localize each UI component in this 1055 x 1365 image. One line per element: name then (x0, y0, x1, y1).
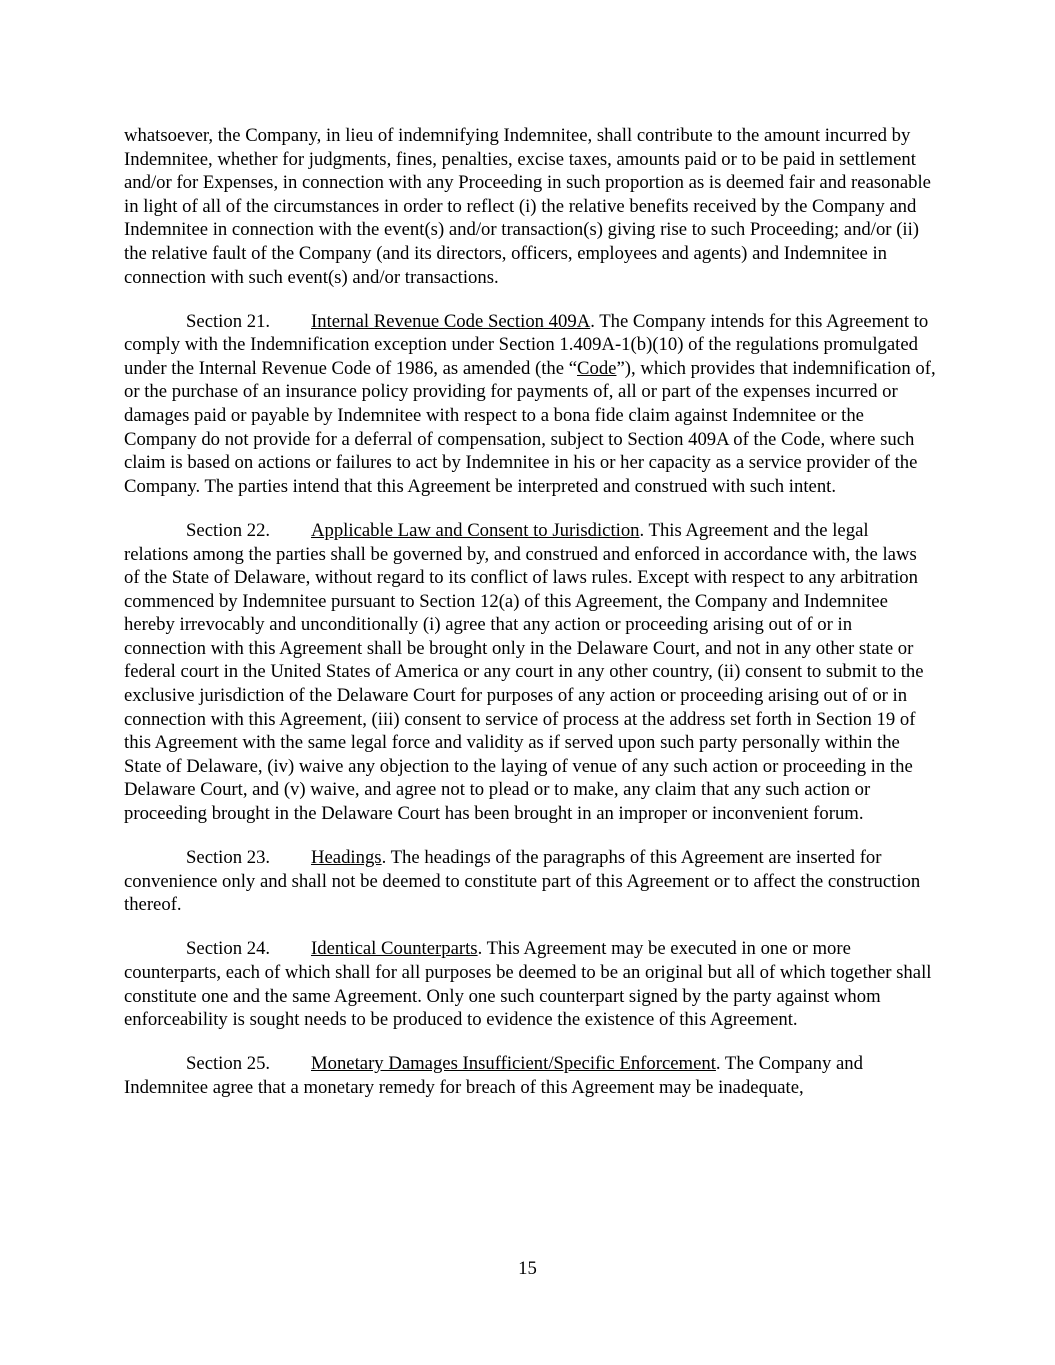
section-25-paragraph (124, 1052, 936, 1099)
section-21-heading: Internal Revenue Code Section 409A (311, 310, 591, 332)
section-22-paragraph (124, 519, 936, 826)
section-22-heading: Applicable Law and Consent to Jurisdiction (311, 519, 640, 541)
page-number: 15 (518, 1258, 537, 1279)
section-24-label: Section 24. (186, 938, 271, 960)
continuation-paragraph: whatsoever, the Company, in lieu of indemnifying Indemnitee, shall contribute to the amount incurred by Indemnitee, whether for judgments, fines, penalties, excise taxes, amounts paid or to be paid in settlement and/or for Expenses, in connection with any Proceeding in such proportion as is deemed fair and reasonable in light of all of the circumstances in order to reflect (i) the relative benefits received by the Company and Indemnitee in connection with the event(s) and/or transaction(s) giving rise to such Proceeding; and/or (ii) the relative fault of the Company (and its directors, officers, employees and agents) and Indemnitee in connection with such event(s) and/or transactions. (124, 125, 931, 288)
section-22-body: . This Agreement and the legal relations among the parties shall be governed by, and construed and enforced in accordance with, the laws of the State of Delaware, without regard to its conflict of laws rules. Except with respect to any arbitration commenced by Indemnitee pursuant to Section 12(a) of this Agreement, the Company and Indemnitee hereby irrevocably and unconditionally (i) agree that any action or proceeding arising out of or in connection with this Agreement shall be brought only in the Delaware Court, and not in any other state or federal court in the United States of America or any court in any other country, (ii) consent to submit to the exclusive jurisdiction of the Delaware Court for purposes of any action or proceeding arising out of or in connection with this Agreement, (iii) consent to service of process at the address set forth in Section 19 of this Agreement with the same legal force and validity as if served upon such party personally within the State of Delaware, (iv) waive any objection to the laying of venue of any such action or proceeding in the Delaware Court, and (v) waive, and agree not to plead or to make, any claim that any such action or proceeding brought in the Delaware Court has been brought in an improper or inconvenient forum. (124, 519, 924, 825)
section-23-paragraph (124, 846, 936, 917)
section-23-body: . The headings of the paragraphs of this Agreement are inserted for convenience only and shall not be deemed to constitute part of this Agreement or to affect the construction thereof. (124, 847, 921, 916)
section-25-label: Section 25. (186, 1053, 271, 1075)
section-23-label: Section 23. (186, 847, 271, 869)
section-21-defined-term: Code (577, 357, 617, 379)
section-24-heading: Identical Counterparts (311, 938, 478, 960)
document-page (124, 124, 936, 1120)
section-21-paragraph (124, 310, 936, 499)
section-24-paragraph (124, 937, 936, 1031)
section-24-body: . This Agreement may be executed in one or more counterparts, each of which shall for all purposes be deemed to be an original but all of which together shall constitute one and the same Agreement. Only one such counterpart signed by the party against whom enforceability is sought needs to be produced to evidence the existence of this Agreement. (124, 938, 932, 1031)
section-21-label: Section 21. (186, 310, 271, 332)
section-22-label: Section 22. (186, 519, 271, 541)
section-23-heading: Headings (311, 847, 382, 869)
section-21-body-a: . The Company intends for this Agreement to comply with the Indemnification exception under Section 1.409A-1(b)(10) of the regulations promulgated under the Internal Revenue Code of 1986, as amended (the “ (124, 310, 929, 379)
section-25-heading: Monetary Damages Insufficient/Specific Enforcement (311, 1053, 716, 1075)
section-25-body: . The Company and Indemnitee agree that a monetary remedy for breach of this Agreement may be inadequate, (124, 1053, 863, 1098)
section-21-body-b: ”), which provides that indemnification of, or the purchase of an insurance policy providing for payments of, all or part of the expenses incurred or damages paid or payable by Indemnitee with respect to a bona fide claim against Indemnitee or the Company do not provide for a deferral of compensation, subject to Section 409A of the Code, where such claim is based on actions or failures to act by Indemnitee in his or her capacity as a service provider of the Company. The parties intend that this Agreement be interpreted and construed with such intent. (124, 357, 936, 497)
